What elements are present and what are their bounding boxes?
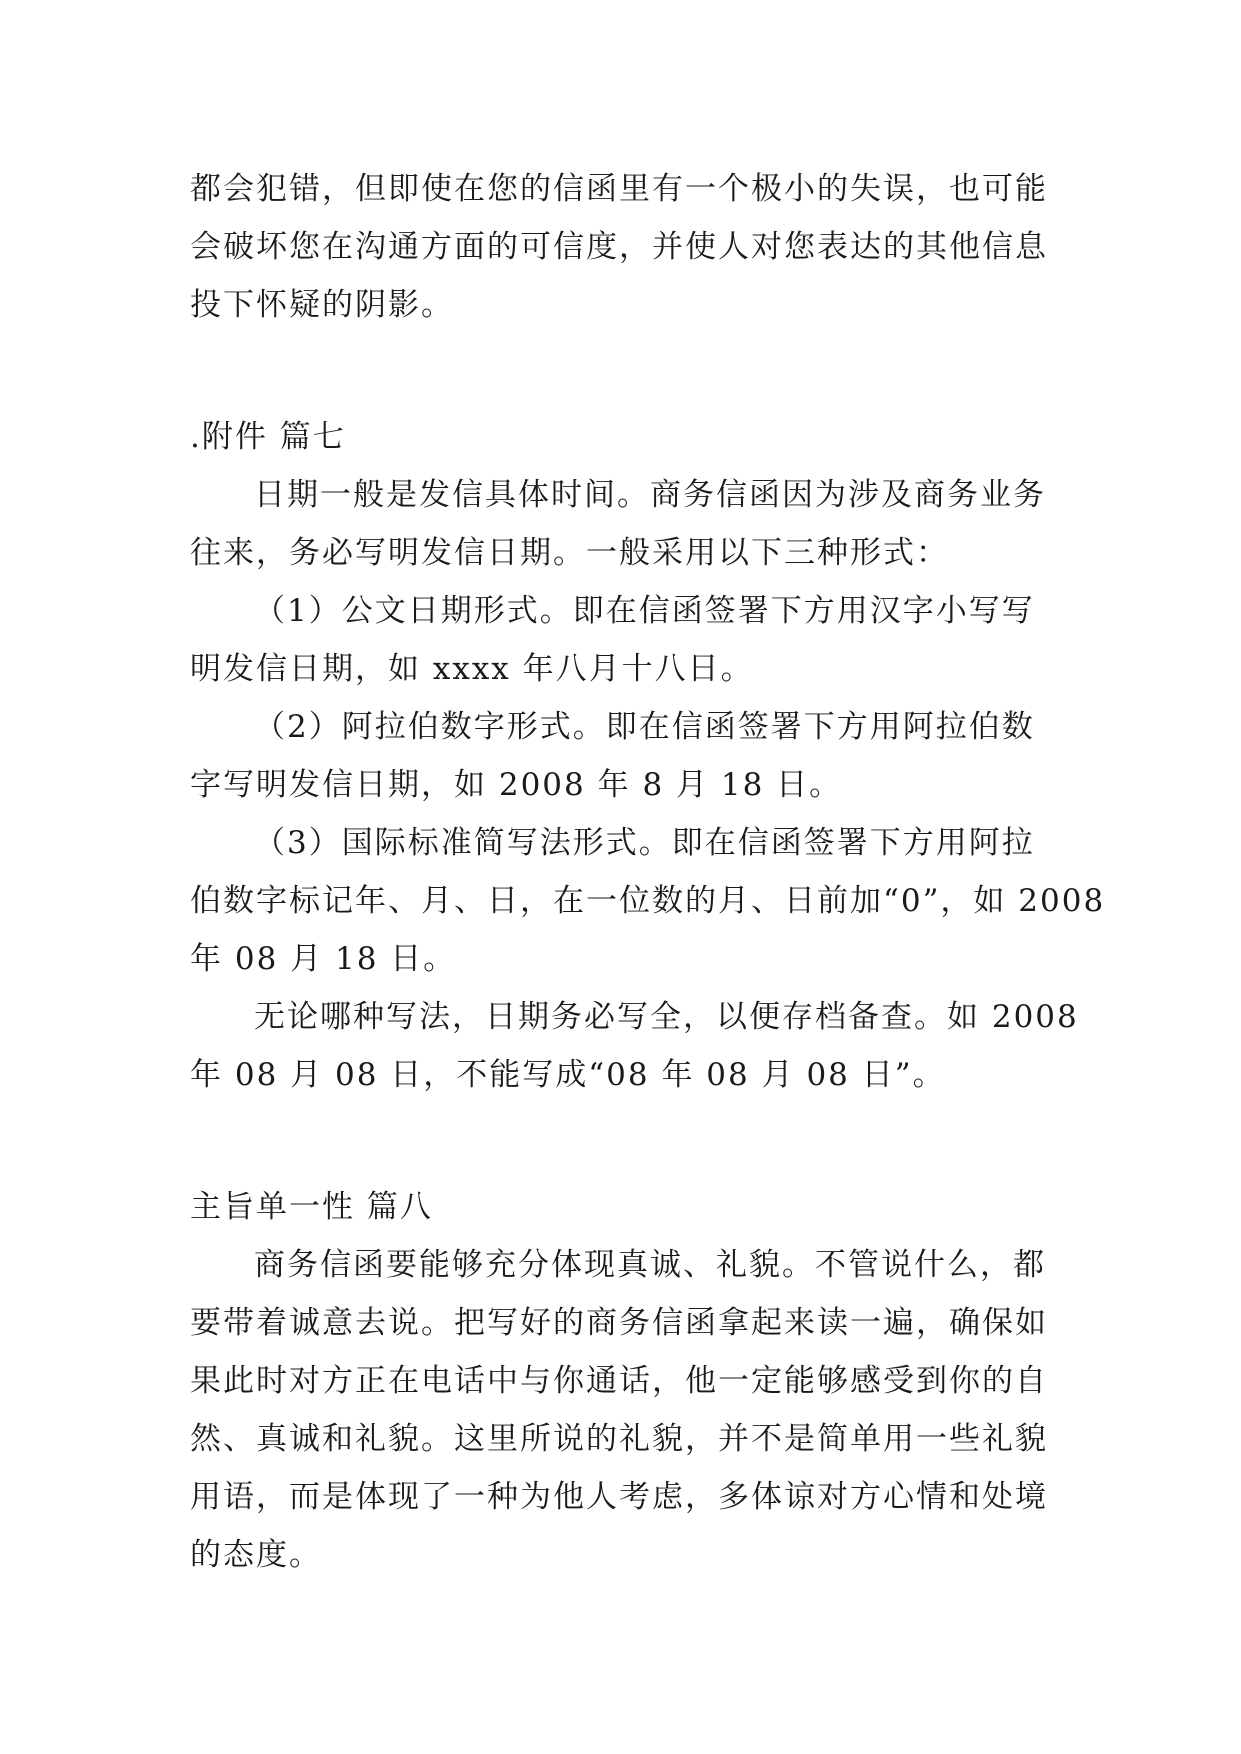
text-line: 都会犯错，但即使在您的信函里有一个极小的失误，也可能: [190, 171, 1048, 207]
text-line: 要带着诚意去说。把写好的商务信函拿起来读一遍，确保如: [190, 1305, 1048, 1341]
text-line: 年 08 月 18 日。: [190, 941, 457, 977]
text-line: 果此时对方正在电话中与你通话，他一定能够感受到你的自: [190, 1363, 1048, 1399]
paragraph: [190, 582, 1060, 698]
text-line: 明发信日期，如 xxxx 年八月十八日。: [190, 651, 754, 687]
text-line: 年 08 月 08 日，不能写成“08 年 08 月 08 日”。: [190, 1057, 946, 1093]
text-line: 无论哪种写法，日期务必写全，以便存档备查。如 2008: [254, 999, 1079, 1035]
text-line: 商务信函要能够充分体现真诚、礼貌。不管说什么，都: [254, 1247, 1046, 1283]
section-heading: .附件 篇七: [190, 419, 346, 455]
document-page: [190, 160, 1106, 1584]
text-line: 字写明发信日期，如 2008 年 8 月 18 日。: [190, 767, 843, 803]
text-line: 往来，务必写明发信日期。一般采用以下三种形式：: [190, 535, 949, 571]
text-line: （1）公文日期形式。即在信函签署下方用汉字小写写: [254, 593, 1035, 629]
paragraph: [190, 988, 1079, 1104]
text-line: 伯数字标记年、月、日，在一位数的月、日前加“0”，如 2008: [190, 883, 1106, 919]
text-line: 投下怀疑的阴影。: [190, 287, 454, 323]
section-heading: 主旨单一性 篇八: [190, 1189, 433, 1225]
text-line: 会破坏您在沟通方面的可信度，并使人对您表达的其他信息: [190, 229, 1048, 265]
paragraph: [190, 698, 1060, 814]
text-line: 日期一般是发信具体时间。商务信函因为涉及商务业务: [254, 477, 1046, 513]
section-gap: [190, 334, 1060, 408]
section-gap: [190, 1104, 1060, 1178]
intro-paragraph: [190, 160, 1060, 334]
paragraph: [190, 814, 1106, 988]
text-line: （2）阿拉伯数字形式。即在信函签署下方用阿拉伯数: [254, 709, 1035, 745]
text-line: （3）国际标准简写法形式。即在信函签署下方用阿拉: [254, 825, 1035, 861]
text-line: 的态度。: [190, 1537, 322, 1573]
text-line: 然、真诚和礼貌。这里所说的礼貌，并不是简单用一些礼貌: [190, 1421, 1048, 1457]
paragraph: [190, 1236, 1060, 1584]
section-seven: [190, 408, 1106, 1104]
paragraph: [190, 466, 1060, 582]
section-eight: [190, 1178, 1060, 1584]
text-line: 用语，而是体现了一种为他人考虑，多体谅对方心情和处境: [190, 1479, 1048, 1515]
